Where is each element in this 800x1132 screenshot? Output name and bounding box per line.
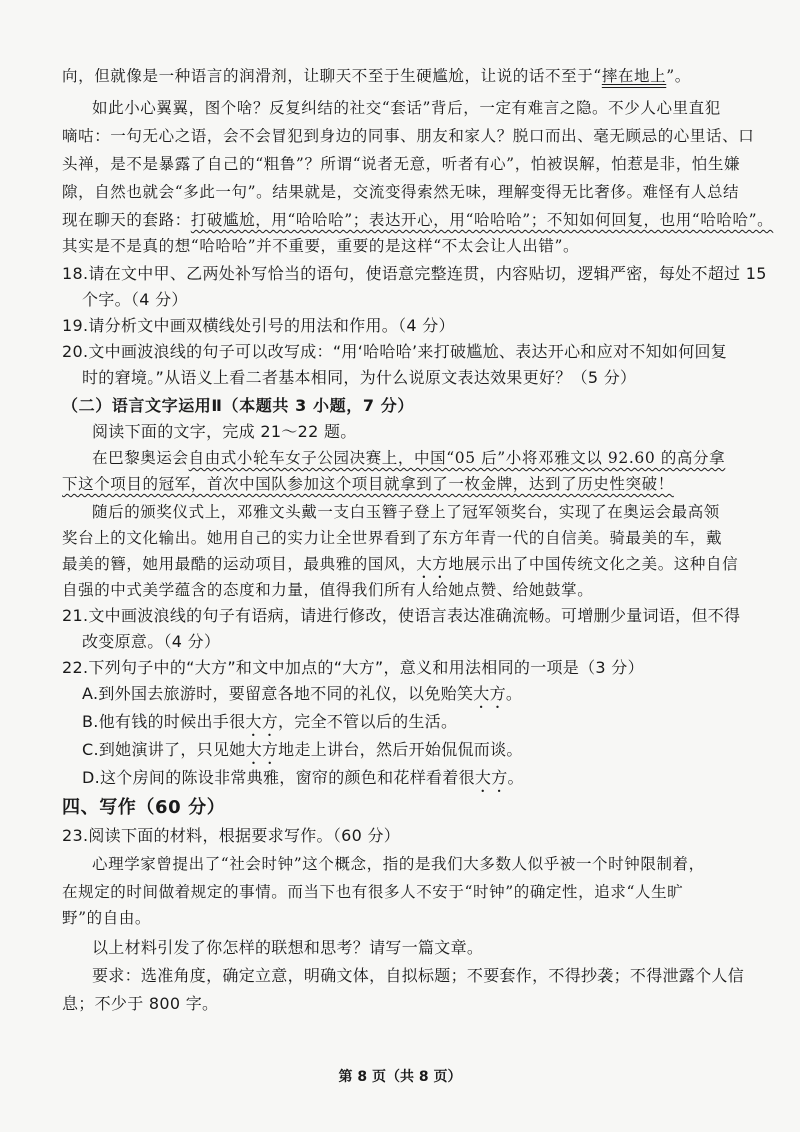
question-21-cont: 改变原意。（4 分） — [82, 632, 221, 651]
wavy-underlined-sentence: 下这个项目的冠军，首次中国队参加这个项目就拿到了一枚金牌，达到了历史性突破！ — [62, 475, 674, 493]
dotted-word: 大方 — [416, 555, 449, 573]
text: 最美的簪，她用最酷的运动项目，最典雅的国风， — [62, 555, 417, 573]
text: C.到她演讲了，只见她 — [82, 740, 246, 759]
text: 在巴黎奥运会 — [92, 449, 189, 467]
wavy-underlined-sentence: 打破尴尬，用“哈哈哈”；表达开心，用“哈哈哈”；不知如何回复，也用“哈哈哈”。 — [190, 211, 774, 229]
dotted-word: 大方 — [245, 740, 279, 759]
text: B.他有钱的时候出手很 — [82, 712, 246, 731]
text: 。 — [505, 684, 523, 703]
dotted-word: 大方 — [473, 684, 506, 703]
passage-line: 嘀咕：一句无心之语，会不会冒犯到身边的同事、朋友和家人？脱口而出、毫无顾忌的心里话、口 — [62, 127, 755, 145]
text: 地走上讲台，然后开始侃侃而谈。 — [278, 740, 523, 759]
passage-line: 其实是不是真的想“哈哈哈”并不重要，重要的是这样“不太会让人出错”。 — [62, 237, 580, 255]
passage-line: 头禅，是不是暴露了自己的“粗鲁”？所谓“说者无意，听者有心”，怕被误解，怕惹是非，怕生嫌 — [62, 155, 741, 173]
section-intro: 阅读下面的文字，完成 21～22 题。 — [92, 422, 357, 441]
passage-line — [62, 64, 752, 88]
writing-requirements-cont: 息；不少于 800 字。 — [62, 994, 219, 1013]
question-18-cont: 个字。（4 分） — [82, 290, 188, 309]
text: D.这个房间的陈设非常典雅，窗帘的颜色和花样看着很 — [82, 768, 475, 787]
option-a — [82, 682, 752, 712]
text: ”。 — [666, 67, 691, 85]
question-20: 20.文中画波浪线的句子可以改写成：“用‘哈哈哈’来打破尴尬、表达开心和应对不知如何回复 — [62, 342, 728, 361]
writing-requirements: 要求：选准角度，确定立意，明确文体，自拟标题；不要套作，不得抄袭；不得泄露个人信 — [92, 966, 745, 985]
text: 向，但就像是一种语言的润滑剂，让聊天不至于生硬尴尬，让说的话不至于“ — [62, 67, 602, 85]
passage-line: 如此小心翼翼，图个啥？反复纠结的社交“套话”背后，一定有难言之隐。不少人心里直犯 — [92, 99, 721, 117]
double-underlined-text: 摔在地上 — [601, 67, 667, 85]
material-line: 野”的自由。 — [62, 909, 152, 927]
passage-line: 自强的中式美学蕴含的态度和力量，值得我们所有人给她点赞、给她鼓掌。 — [62, 581, 594, 599]
section-heading: 四、写作（60 分） — [62, 797, 226, 818]
passage-line — [92, 446, 752, 470]
option-b — [82, 710, 752, 740]
passage-line: 随后的颁奖仪式上，邓雅文头戴一支白玉簪子登上了冠军领奖台，实现了在奥运会最高领 — [92, 503, 720, 521]
dotted-word: 大方 — [474, 768, 508, 787]
question-20-cont: 时的窘境。”从语义上看二者基本相同，为什么说原文表达效果更好？（5 分） — [82, 368, 637, 387]
passage-line — [62, 472, 752, 496]
question-18: 18.请在文中甲、乙两处补写恰当的语句，使语意完整连贯，内容贴切，逻辑严密，每处不超过 15 — [62, 264, 767, 283]
page-footer: 第 8 页（共 8 页） — [338, 1069, 462, 1085]
passage-line — [62, 208, 774, 232]
wavy-underlined-sentence: 自由式小轮车女子公园决赛上，中国“05 后”小将邓雅文以 92.60 的高分拿 — [188, 449, 726, 467]
option-d — [82, 766, 752, 796]
writing-prompt: 以上材料引发了你怎样的联想和思考？请写一篇文章。 — [92, 938, 484, 957]
question-19: 19.请分析文中画双横线处引号的用法和作用。（4 分） — [62, 316, 455, 335]
text: 现在聊天的套路： — [62, 211, 191, 229]
question-22: 22.下列句子中的“大方”和文中加点的“大方”，意义和用法相同的一项是（3 分） — [62, 658, 644, 677]
option-c — [82, 738, 752, 768]
section-heading: （二）语言文字运用Ⅱ（本题共 3 小题，7 分） — [62, 396, 414, 415]
text: 。 — [507, 768, 524, 787]
material-line: 心理学家曾提出了“社会时钟”这个概念，指的是我们大多数人似乎被一个时钟限制着， — [92, 855, 705, 873]
question-21: 21.文中画波浪线的句子有语病，请进行修改，使语言表达准确流畅。可增删少量词语，但不得 — [62, 606, 741, 625]
dotted-word: 大方 — [245, 712, 278, 731]
material-line: 在规定的时间做着规定的事情。而当下也有很多人不安于“时钟”的确定性，追求“人生旷 — [62, 883, 684, 901]
text: ，完全不管以后的生活。 — [277, 712, 458, 731]
question-23: 23.阅读下面的材料，根据要求写作。（60 分） — [62, 826, 401, 845]
passage-line: 隙，自然也就会“多此一句”。结果就是，交流变得索然无味，理解变得无比奢侈。难怪有人总结 — [62, 183, 740, 201]
text: 地展示出了中国传统文化之美。这种自信 — [448, 555, 739, 573]
text: A.到外国去旅游时，要留意各地不同的礼仪，以免贻笑 — [82, 684, 474, 703]
passage-line: 奖台上的文化输出。她用自己的实力让全世界看到了东方年青一代的自信美。骑最美的车，戴 — [62, 529, 723, 547]
